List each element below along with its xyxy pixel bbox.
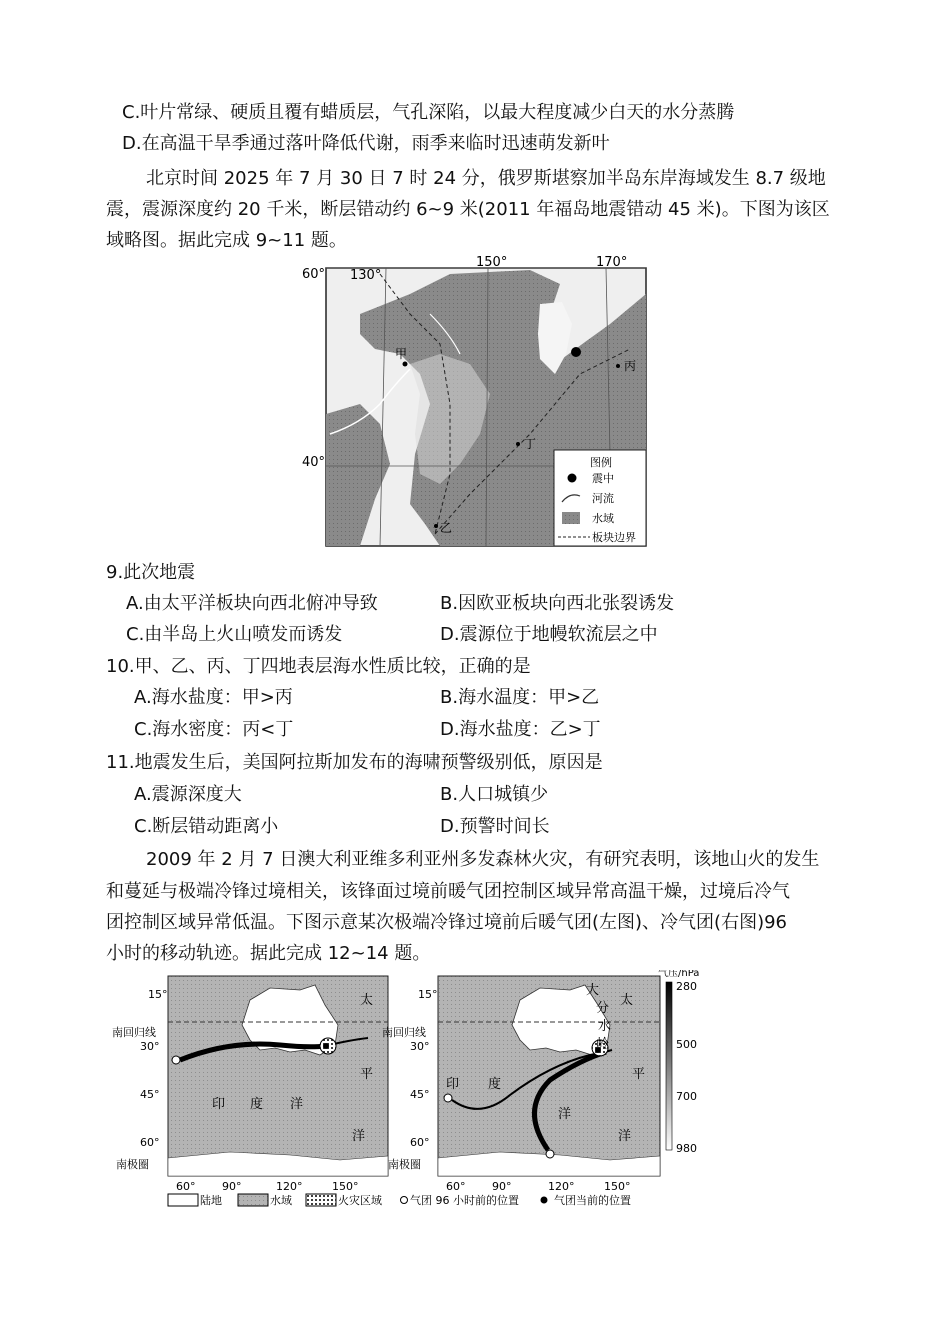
divide-1: 大 [586,983,600,998]
left-tropic-label: 南回归线 [112,1026,156,1039]
lat-label-60: 60° [302,267,326,282]
pressure-tick-980: 980 [676,1142,697,1155]
place-ding-dot [516,442,520,446]
divide-2: 分 [596,1001,610,1016]
left-lon-150: 150° [332,1180,359,1193]
warm-airmass-now [323,1043,329,1049]
q10-option-d: D.海水盐度：乙>丁 [440,719,601,740]
divide-4: 岭 [596,1037,610,1052]
intro1-line3: 域略图。据此完成 9~11 题。 [106,230,347,251]
lat-label-40: 40° [302,455,326,470]
q10-stem: 10.甲、乙、丙、丁四地表层海水性质比较，正确的是 [106,656,531,677]
place-jia: 甲 [395,347,408,361]
left-ocean-1: 印 [212,1097,226,1112]
q10-option-a: A.海水盐度：甲>丙 [134,687,293,708]
legend-epicenter: 震中 [592,472,614,485]
map2-legend [168,1193,631,1207]
legend-water: 水域 [592,512,614,525]
q8-option-d: D.在高温干旱季通过落叶降低代谢，雨季来临时迅速萌发新叶 [122,133,610,154]
left-lat-60: 60° [140,1136,160,1149]
divide-3: 水 [598,1019,612,1034]
legend-boundary: 板块边界 [592,531,636,544]
legend-96h: 气团 96 小时前的位置 [410,1194,519,1207]
intro1-line1: 北京时间 2025 年 7 月 30 日 7 时 24 分，俄罗斯堪察加半岛东岸海域发生 8.7 级地 [146,168,826,189]
right-ocean-3: 洋 [558,1107,572,1122]
left-panel [112,976,388,1193]
left-lon-90: 90° [222,1180,242,1193]
right-panel [382,976,660,1193]
q9-stem: 9.此次地震 [106,562,196,583]
intro2-line4: 小时的移动轨迹。据此完成 12~14 题。 [106,943,431,964]
legend-land-icon [168,1194,198,1206]
left-ocean-3: 洋 [290,1097,304,1112]
legend-epicenter-icon [568,474,577,483]
place-yi-dot [434,524,438,528]
right-lon-120: 120° [548,1180,575,1193]
lon-label-130: 130° [350,268,382,283]
airmass-maps [110,970,730,1212]
place-jia-dot [403,362,408,367]
place-ding: 丁 [524,437,537,451]
legend-fire-icon [306,1194,336,1206]
place-bing: 丙 [624,359,637,373]
left-lon-60: 60° [176,1180,196,1193]
right-pacific-2: 平 [632,1067,646,1082]
pressure-tick-500: 500 [676,1038,697,1051]
epicenter-marker [571,347,581,357]
q11-stem: 11.地震发生后，美国阿拉斯加发布的海啸预警级别低，原因是 [106,752,603,773]
right-lat-15: 15° [418,988,438,1001]
place-bing-dot [616,364,620,368]
q9-option-a: A.由太平洋板块向西北俯冲导致 [126,593,378,614]
legend-water-icon [562,512,580,524]
intro1-line2: 震，震源深度约 20 千米，断层错动约 6~9 米(2011 年福岛地震错动 45 米)。下图为该区 [106,199,830,220]
left-lat-15: 15° [148,988,168,1001]
legend-land: 陆地 [200,1194,222,1207]
pressure-tick-700: 700 [676,1090,697,1103]
cold-airmass-96h-b [546,1150,554,1158]
legend-96h-icon [401,1197,408,1204]
right-tropic-label: 南回归线 [382,1026,426,1039]
legend-now-icon [541,1197,548,1204]
legend-title: 图例 [590,456,612,469]
legend-river: 河流 [592,492,614,505]
right-lon-60: 60° [446,1180,466,1193]
intro2-line1: 2009 年 2 月 7 日澳大利亚维多利亚州多发森林火灾，有研究表明，该地山火的发生 [146,849,820,870]
left-pacific-3: 洋 [352,1129,366,1144]
right-lat-30: 30° [410,1040,430,1053]
right-lon-90: 90° [492,1180,512,1193]
q9-option-d: D.震源位于地幔软流层之中 [440,624,658,645]
q10-option-c: C.海水密度：丙<丁 [134,719,294,740]
left-lat-45: 45° [140,1088,160,1101]
lon-label-150: 150° [476,255,508,270]
legend-water-icon2 [238,1194,268,1206]
pressure-title: 气压/hPa [658,970,700,979]
warm-airmass-96h [172,1056,180,1064]
pressure-scale [658,970,699,1155]
q11-option-b: B.人口城镇少 [440,784,549,805]
intro2-line2: 和蔓延与极端冷锋过境相关，该锋面过境前暖气团控制区域异常高温干燥，过境后冷气 [106,881,790,902]
q11-option-a: A.震源深度大 [134,784,242,805]
q9-option-c: C.由半岛上火山喷发而诱发 [126,624,343,645]
left-pacific-2: 平 [360,1067,374,1082]
right-ocean-1: 印 [446,1077,460,1092]
right-pacific-1: 太 [620,993,634,1008]
right-lat-45: 45° [410,1088,430,1101]
right-lon-150: 150° [604,1180,631,1193]
legend-fire: 火灾区域 [338,1194,382,1207]
left-lat-30: 30° [140,1040,160,1053]
left-ocean-2: 度 [250,1097,264,1112]
right-pacific-3: 洋 [618,1129,632,1144]
left-antarctic-label: 南极圈 [116,1158,149,1171]
pressure-bar [666,982,672,1150]
kamchatka-map [300,254,652,550]
legend-water2: 水域 [270,1194,292,1207]
pressure-tick-280: 280 [676,980,697,993]
q11-option-d: D.预警时间长 [440,816,550,837]
right-antarctic-label: 南极圈 [388,1158,421,1171]
q10-option-b: B.海水温度：甲>乙 [440,687,600,708]
q8-option-c: C.叶片常绿、硬质且覆有蜡质层，气孔深陷，以最大程度减少白天的水分蒸腾 [122,102,735,123]
left-pacific-1: 太 [360,993,374,1008]
q11-option-c: C.断层错动距离小 [134,816,279,837]
legend-now: 气团当前的位置 [554,1194,631,1207]
place-yi: 乙 [440,521,453,535]
right-lat-60: 60° [410,1136,430,1149]
cold-airmass-96h-a [444,1094,452,1102]
intro2-line3: 团控制区域异常低温。下图示意某次极端冷锋过境前后暖气团(左图)、冷气团(右图)96 [106,912,787,933]
q9-option-b: B.因欧亚板块向西北张裂诱发 [440,593,675,614]
right-ocean-2: 度 [488,1077,502,1092]
left-lon-120: 120° [276,1180,303,1193]
lon-label-170: 170° [596,255,628,270]
